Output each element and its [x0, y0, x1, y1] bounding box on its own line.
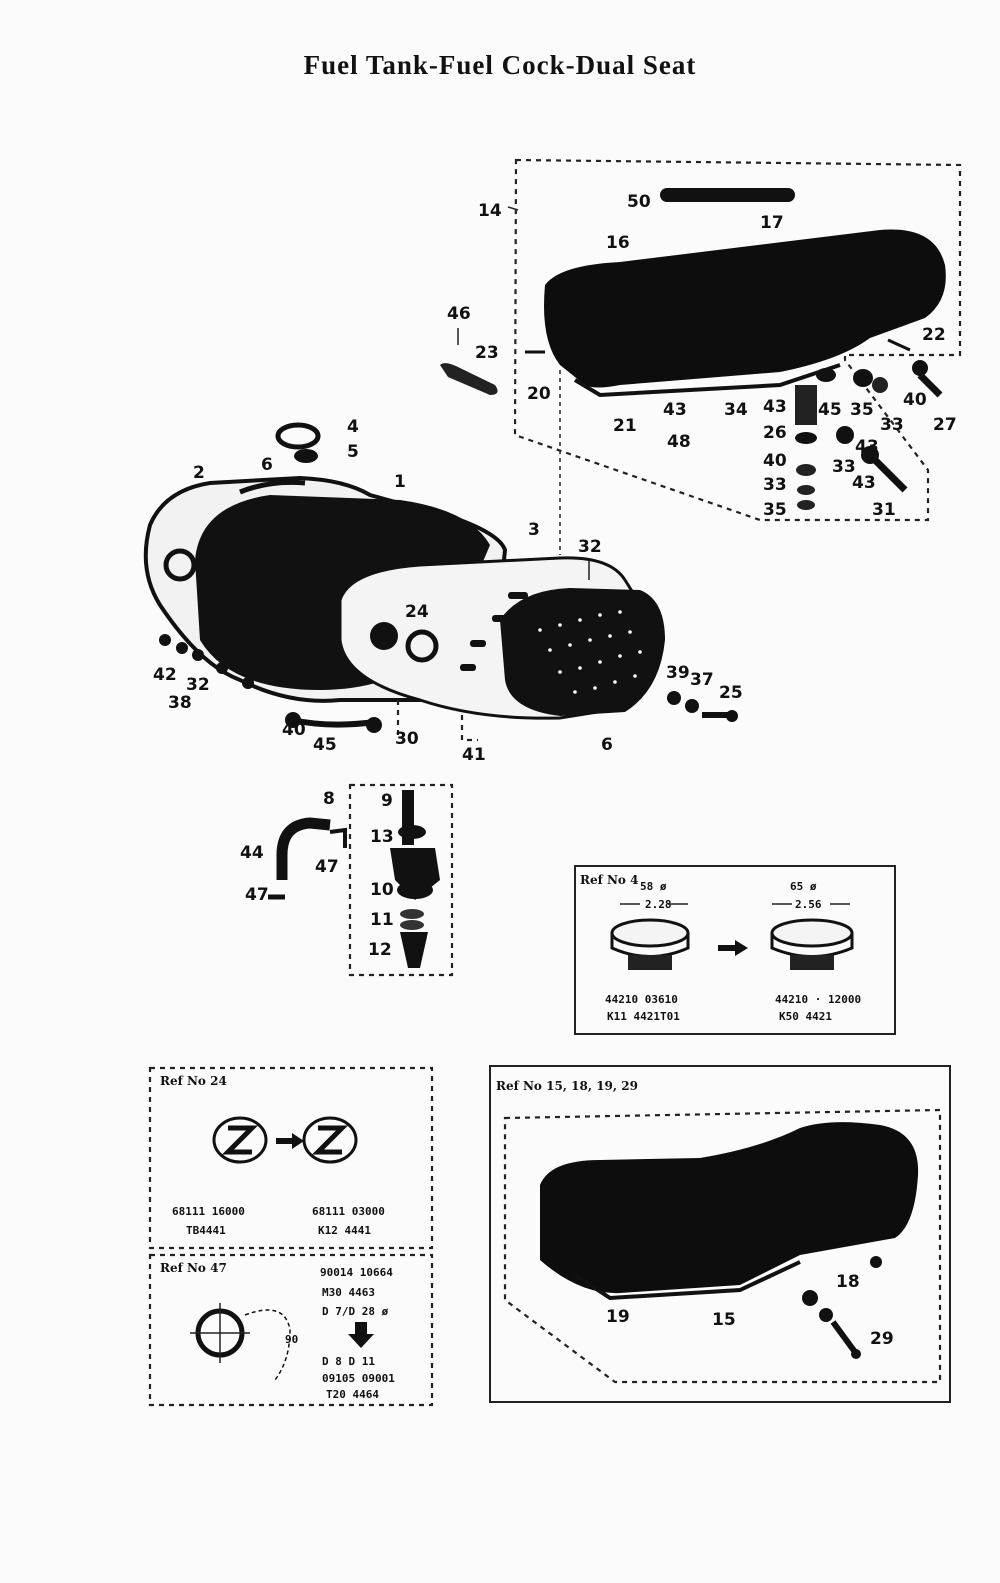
callout: 6 [261, 455, 273, 475]
ref-seat-inset [490, 1066, 950, 1402]
ref-47-line-6: T20 4464 [326, 1388, 379, 1401]
fuel-tank-assembly [146, 370, 738, 740]
filler-gasket [294, 449, 318, 463]
callout: 22 [922, 325, 946, 345]
callout: 40 [903, 390, 927, 410]
callout: 30 [395, 729, 419, 749]
ref-4-old-inch: 2.28 [645, 898, 672, 911]
seat-bolt [802, 1290, 861, 1359]
seat-strap-23 [440, 363, 498, 395]
ref-24-inset [150, 1068, 432, 1248]
arrow-icon [718, 940, 748, 956]
ref-24-old-part-1: 68111 16000 [172, 1205, 245, 1218]
tank-emblem-left [370, 622, 398, 650]
callout: 17 [760, 213, 784, 233]
callout: 8 [323, 789, 335, 809]
callout: 33 [832, 457, 856, 477]
filler-cap [278, 425, 318, 447]
ref-47-line-5: 09105 09001 [322, 1372, 395, 1385]
callout: 43 [763, 397, 787, 417]
callout: 26 [763, 423, 787, 443]
callout: 29 [870, 1329, 894, 1349]
callout: 35 [850, 400, 874, 420]
callout: 48 [667, 432, 691, 452]
ref-47-line-1: 90014 10664 [320, 1266, 393, 1279]
callout: 33 [763, 475, 787, 495]
callout: 37 [690, 670, 714, 690]
callout: 9 [381, 791, 393, 811]
ref-4-old-part-2: K11 4421T01 [607, 1010, 680, 1023]
callout: 43 [663, 400, 687, 420]
fuel-cock-assembly [268, 785, 452, 975]
callout: 27 [933, 415, 957, 435]
callout: 20 [527, 384, 551, 404]
ref-4-new-part-1: 44210 · 12000 [775, 993, 862, 1006]
callout: 40 [763, 451, 787, 471]
callout: 11 [370, 910, 394, 930]
callout: 14 [478, 201, 502, 221]
callout: 24 [405, 602, 429, 622]
ref-24-new-part-2: K12 4441 [318, 1224, 371, 1237]
callout: 35 [763, 500, 787, 520]
callout: 12 [368, 940, 392, 960]
seat-body [544, 229, 946, 387]
ref-24-label: Ref No 24 [160, 1074, 227, 1088]
callout: 5 [347, 442, 359, 462]
ref-24-new-part-1: 68111 03000 [312, 1205, 385, 1218]
ref-4-new-part-2: K50 4421 [779, 1010, 832, 1023]
callout: 47 [315, 857, 339, 877]
callout: 31 [872, 500, 896, 520]
ref-4-old-part-1: 44210 03610 [605, 993, 678, 1006]
callout: 40 [282, 720, 306, 740]
callout: 4 [347, 417, 359, 437]
arrow-icon [276, 1133, 304, 1149]
callout: 16 [606, 233, 630, 253]
callout: 45 [818, 400, 842, 420]
callout: 19 [606, 1307, 630, 1327]
seat-large [540, 1122, 918, 1293]
callout: 32 [186, 675, 210, 695]
ref-4-old-dim: 58 ø [640, 880, 667, 893]
ref-seat-label: Ref No 15, 18, 19, 29 [496, 1079, 638, 1093]
seat-strap [660, 188, 795, 202]
callout: 33 [880, 415, 904, 435]
callout: 18 [836, 1272, 860, 1292]
callout: 2 [193, 463, 205, 483]
arrow-down-icon [348, 1322, 374, 1348]
callout: 47 [245, 885, 269, 905]
callout: 15 [712, 1310, 736, 1330]
callout: 43 [855, 437, 879, 457]
ref-24-old-part-2: TB4441 [186, 1224, 226, 1237]
ref-47-angle: 90 [285, 1333, 299, 1346]
callout: 34 [724, 400, 748, 420]
ref-47-line-4: D 8 D 11 [322, 1355, 375, 1368]
callout: 6 [601, 735, 613, 755]
ref-4-inset [575, 866, 895, 1034]
page-title: Fuel Tank-Fuel Cock-Dual Seat [303, 50, 697, 80]
ref-47-line-2: M30 4463 [322, 1286, 375, 1299]
callout: 45 [313, 735, 337, 755]
ref-47-line-3: D 7/D 28 ø [322, 1305, 389, 1318]
ref-47-label: Ref No 47 [160, 1261, 227, 1275]
callout: 10 [370, 880, 394, 900]
callout: 23 [475, 343, 499, 363]
callout: 44 [240, 843, 264, 863]
callout: 13 [370, 827, 394, 847]
callout: 38 [168, 693, 192, 713]
callout: 43 [852, 473, 876, 493]
ref-4-label: Ref No 4 [580, 873, 639, 887]
callout: 50 [627, 192, 651, 212]
dual-seat-assembly [440, 160, 960, 520]
callout: 3 [528, 520, 540, 540]
ref-4-new-dim: 65 ø [790, 880, 817, 893]
ref-47-inset [150, 1255, 432, 1405]
callout: 25 [719, 683, 743, 703]
callout: 46 [447, 304, 471, 324]
callout: 42 [153, 665, 177, 685]
callout: 1 [394, 472, 406, 492]
callout: 41 [462, 745, 486, 765]
callout: 39 [666, 663, 690, 683]
ref-4-new-inch: 2.56 [795, 898, 822, 911]
callout: 32 [578, 537, 602, 557]
callout: 21 [613, 416, 637, 436]
